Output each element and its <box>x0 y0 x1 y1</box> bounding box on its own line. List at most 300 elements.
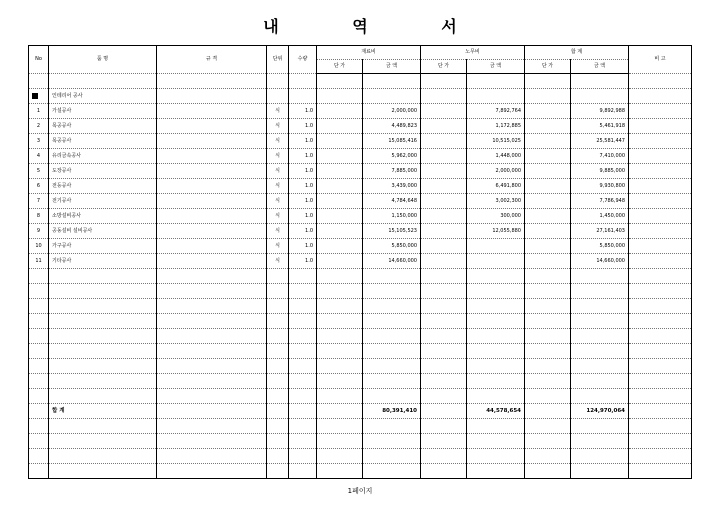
empty-row <box>29 389 692 404</box>
empty-cell <box>267 299 289 314</box>
row-spec <box>157 194 267 209</box>
empty-cell <box>267 374 289 389</box>
cost-breakdown-table <box>28 45 692 479</box>
row-name: 도장공사 <box>49 164 157 179</box>
empty-cell <box>289 74 317 89</box>
empty-cell <box>49 359 157 374</box>
header-total: 합 계 <box>525 46 629 60</box>
table-row <box>29 179 692 194</box>
empty-cell <box>267 74 289 89</box>
row-total-amount: 27,161,403 <box>571 224 629 239</box>
row-remark <box>629 164 692 179</box>
empty-cell <box>157 284 267 299</box>
empty-cell <box>571 389 629 404</box>
table-row <box>29 254 692 269</box>
empty-cell <box>289 344 317 359</box>
empty-cell <box>157 419 267 434</box>
row-total-amount: 9,892,988 <box>571 104 629 119</box>
row-qty: 1.0 <box>289 239 317 254</box>
empty-cell <box>571 344 629 359</box>
empty-row <box>29 434 692 449</box>
empty-cell <box>289 419 317 434</box>
row-spec <box>157 239 267 254</box>
empty-cell <box>629 344 692 359</box>
empty-cell <box>267 449 289 464</box>
empty-cell <box>289 434 317 449</box>
empty-cell <box>467 449 525 464</box>
empty-row <box>29 284 692 299</box>
empty-cell <box>525 314 571 329</box>
row-spec <box>157 179 267 194</box>
row-remark <box>629 209 692 224</box>
header-labor-amount: 금 액 <box>467 60 525 74</box>
row-total-unit-price <box>525 149 571 164</box>
empty-cell <box>421 374 467 389</box>
row-labor-amount: 300,000 <box>467 209 525 224</box>
empty-cell <box>525 404 571 419</box>
empty-cell <box>421 434 467 449</box>
empty-cell <box>525 359 571 374</box>
empty-cell <box>363 74 421 89</box>
empty-cell <box>571 74 629 89</box>
empty-cell <box>421 389 467 404</box>
empty-cell <box>363 449 421 464</box>
header-qty: 수량 <box>289 46 317 74</box>
header-total-amount: 금 액 <box>571 60 629 74</box>
table-row <box>29 149 692 164</box>
header-spec: 규 격 <box>157 46 267 74</box>
empty-cell <box>467 284 525 299</box>
row-labor-unit-price <box>421 254 467 269</box>
empty-cell <box>571 299 629 314</box>
row-labor-amount: 2,000,000 <box>467 164 525 179</box>
row-qty: 1.0 <box>289 224 317 239</box>
empty-cell <box>571 269 629 284</box>
header-unit: 단위 <box>267 46 289 74</box>
row-name: 가구공사 <box>49 239 157 254</box>
row-no: 4 <box>29 149 49 164</box>
row-total-unit-price <box>525 134 571 149</box>
row-no: 1 <box>29 104 49 119</box>
empty-cell <box>525 389 571 404</box>
row-no: 7 <box>29 194 49 209</box>
empty-cell <box>629 269 692 284</box>
section-row <box>29 89 692 104</box>
empty-cell <box>289 329 317 344</box>
row-spec <box>157 164 267 179</box>
row-material-amount: 15,105,523 <box>363 224 421 239</box>
empty-cell <box>467 314 525 329</box>
empty-cell <box>525 434 571 449</box>
row-total-unit-price <box>525 209 571 224</box>
empty-cell <box>317 74 363 89</box>
empty-cell <box>157 389 267 404</box>
empty-cell <box>29 314 49 329</box>
empty-cell <box>317 329 363 344</box>
empty-cell <box>421 329 467 344</box>
row-name: 가설공사 <box>49 104 157 119</box>
empty-cell <box>29 404 49 419</box>
row-unit: 식 <box>267 119 289 134</box>
empty-cell <box>317 359 363 374</box>
empty-cell <box>157 299 267 314</box>
row-material-unit-price <box>317 224 363 239</box>
empty-cell <box>289 449 317 464</box>
empty-cell <box>571 314 629 329</box>
empty-cell <box>421 464 467 479</box>
row-spec <box>157 134 267 149</box>
empty-cell <box>49 449 157 464</box>
empty-cell <box>525 344 571 359</box>
row-qty: 1.0 <box>289 104 317 119</box>
empty-cell <box>629 74 692 89</box>
empty-cell <box>49 284 157 299</box>
row-qty: 1.0 <box>289 179 317 194</box>
total-material-amount: 80,391,410 <box>363 404 421 419</box>
empty-row <box>29 74 692 89</box>
row-labor-amount: 3,002,300 <box>467 194 525 209</box>
empty-cell <box>421 74 467 89</box>
row-no: 10 <box>29 239 49 254</box>
empty-cell <box>29 344 49 359</box>
row-name: 기타공사 <box>49 254 157 269</box>
row-spec <box>157 104 267 119</box>
empty-cell <box>421 404 467 419</box>
empty-cell <box>421 89 467 104</box>
row-remark <box>629 224 692 239</box>
page-number: 1페이지 <box>347 487 373 495</box>
empty-row <box>29 449 692 464</box>
table-row <box>29 239 692 254</box>
empty-cell <box>29 374 49 389</box>
empty-cell <box>289 89 317 104</box>
row-labor-amount: 1,448,000 <box>467 149 525 164</box>
total-total-amount: 124,970,064 <box>571 404 629 419</box>
empty-cell <box>525 299 571 314</box>
row-name: 전기공사 <box>49 194 157 209</box>
empty-cell <box>467 269 525 284</box>
empty-cell <box>363 89 421 104</box>
empty-cell <box>267 344 289 359</box>
row-no: 3 <box>29 134 49 149</box>
empty-cell <box>363 359 421 374</box>
empty-cell <box>629 374 692 389</box>
empty-row <box>29 344 692 359</box>
row-remark <box>629 254 692 269</box>
row-material-amount: 4,784,648 <box>363 194 421 209</box>
empty-cell <box>157 359 267 374</box>
empty-cell <box>363 389 421 404</box>
empty-cell <box>525 449 571 464</box>
empty-cell <box>317 419 363 434</box>
empty-cell <box>267 359 289 374</box>
row-name: 유리금속공사 <box>49 149 157 164</box>
row-total-unit-price <box>525 224 571 239</box>
empty-cell <box>317 449 363 464</box>
square-bullet-icon <box>32 93 38 99</box>
row-unit: 식 <box>267 149 289 164</box>
row-no: 5 <box>29 164 49 179</box>
row-labor-unit-price <box>421 179 467 194</box>
row-qty: 1.0 <box>289 134 317 149</box>
row-unit: 식 <box>267 239 289 254</box>
empty-row <box>29 359 692 374</box>
header-row-1 <box>29 46 692 60</box>
row-material-amount: 2,000,000 <box>363 104 421 119</box>
empty-cell <box>267 314 289 329</box>
empty-cell <box>267 89 289 104</box>
empty-cell <box>267 434 289 449</box>
empty-cell <box>421 359 467 374</box>
empty-cell <box>289 374 317 389</box>
empty-cell <box>157 464 267 479</box>
row-material-unit-price <box>317 239 363 254</box>
empty-cell <box>629 299 692 314</box>
empty-cell <box>571 329 629 344</box>
row-remark <box>629 194 692 209</box>
row-labor-amount: 12,055,880 <box>467 224 525 239</box>
empty-cell <box>571 374 629 389</box>
empty-cell <box>29 299 49 314</box>
row-name: 목공공사 <box>49 119 157 134</box>
empty-cell <box>629 449 692 464</box>
empty-cell <box>49 329 157 344</box>
row-unit: 식 <box>267 104 289 119</box>
row-remark <box>629 179 692 194</box>
total-label: 합 계 <box>49 404 157 419</box>
empty-cell <box>49 464 157 479</box>
empty-cell <box>467 464 525 479</box>
empty-cell <box>525 284 571 299</box>
row-labor-unit-price <box>421 239 467 254</box>
empty-cell <box>157 329 267 344</box>
empty-cell <box>363 434 421 449</box>
row-remark <box>629 134 692 149</box>
table-row <box>29 134 692 149</box>
row-labor-amount: 7,892,764 <box>467 104 525 119</box>
empty-cell <box>571 419 629 434</box>
empty-cell <box>421 419 467 434</box>
empty-cell <box>363 269 421 284</box>
row-labor-unit-price <box>421 104 467 119</box>
row-spec <box>157 254 267 269</box>
empty-cell <box>157 434 267 449</box>
row-labor-amount <box>467 254 525 269</box>
empty-cell <box>525 89 571 104</box>
row-total-unit-price <box>525 119 571 134</box>
header-no: No <box>29 46 49 74</box>
row-unit: 식 <box>267 134 289 149</box>
empty-cell <box>467 374 525 389</box>
empty-row <box>29 269 692 284</box>
empty-cell <box>29 269 49 284</box>
row-remark <box>629 239 692 254</box>
row-total-amount: 7,410,000 <box>571 149 629 164</box>
empty-cell <box>629 419 692 434</box>
empty-cell <box>29 464 49 479</box>
empty-cell <box>363 314 421 329</box>
row-labor-unit-price <box>421 164 467 179</box>
header-material-unit-price: 단 가 <box>317 60 363 74</box>
empty-cell <box>317 89 363 104</box>
row-qty: 1.0 <box>289 119 317 134</box>
row-material-unit-price <box>317 194 363 209</box>
empty-cell <box>571 434 629 449</box>
empty-cell <box>467 389 525 404</box>
row-total-amount: 14,660,000 <box>571 254 629 269</box>
row-no: 6 <box>29 179 49 194</box>
row-qty: 1.0 <box>289 164 317 179</box>
empty-cell <box>363 329 421 344</box>
empty-cell <box>29 359 49 374</box>
empty-cell <box>157 269 267 284</box>
empty-cell <box>421 449 467 464</box>
empty-row <box>29 464 692 479</box>
row-labor-unit-price <box>421 209 467 224</box>
empty-cell <box>629 359 692 374</box>
header-labor: 노무비 <box>421 46 525 60</box>
empty-cell <box>289 404 317 419</box>
section-marker <box>29 89 49 104</box>
empty-cell <box>629 284 692 299</box>
row-material-amount: 14,660,000 <box>363 254 421 269</box>
row-unit: 식 <box>267 224 289 239</box>
empty-cell <box>525 74 571 89</box>
empty-cell <box>363 464 421 479</box>
empty-cell <box>267 284 289 299</box>
empty-cell <box>289 284 317 299</box>
row-name: 전등공사 <box>49 179 157 194</box>
empty-cell <box>289 269 317 284</box>
empty-cell <box>467 434 525 449</box>
row-total-amount: 5,461,918 <box>571 119 629 134</box>
empty-cell <box>49 344 157 359</box>
empty-cell <box>317 374 363 389</box>
row-labor-unit-price <box>421 134 467 149</box>
row-unit: 식 <box>267 209 289 224</box>
empty-cell <box>629 314 692 329</box>
table-row <box>29 194 692 209</box>
empty-cell <box>467 329 525 344</box>
empty-cell <box>421 344 467 359</box>
empty-cell <box>317 434 363 449</box>
empty-cell <box>629 434 692 449</box>
row-material-unit-price <box>317 134 363 149</box>
row-name: 공동설비 설비공사 <box>49 224 157 239</box>
empty-cell <box>421 284 467 299</box>
empty-cell <box>29 389 49 404</box>
empty-cell <box>49 269 157 284</box>
row-qty: 1.0 <box>289 254 317 269</box>
empty-cell <box>525 374 571 389</box>
row-total-unit-price <box>525 179 571 194</box>
table-row <box>29 209 692 224</box>
empty-cell <box>467 359 525 374</box>
empty-cell <box>317 314 363 329</box>
empty-cell <box>267 419 289 434</box>
empty-cell <box>49 74 157 89</box>
table-row <box>29 119 692 134</box>
row-name: 소방설비공사 <box>49 209 157 224</box>
empty-cell <box>363 374 421 389</box>
row-total-unit-price <box>525 104 571 119</box>
empty-row <box>29 374 692 389</box>
empty-cell <box>571 464 629 479</box>
empty-cell <box>525 269 571 284</box>
empty-cell <box>317 404 363 419</box>
row-total-amount: 25,581,447 <box>571 134 629 149</box>
empty-cell <box>571 89 629 104</box>
header-name: 품 명 <box>49 46 157 74</box>
empty-row <box>29 314 692 329</box>
row-total-amount: 9,930,800 <box>571 179 629 194</box>
row-material-unit-price <box>317 164 363 179</box>
row-labor-amount <box>467 239 525 254</box>
empty-cell <box>49 389 157 404</box>
table-body <box>29 74 692 479</box>
row-qty: 1.0 <box>289 149 317 164</box>
row-no: 11 <box>29 254 49 269</box>
row-spec <box>157 149 267 164</box>
empty-cell <box>571 449 629 464</box>
row-remark <box>629 119 692 134</box>
row-total-unit-price <box>525 239 571 254</box>
empty-cell <box>467 299 525 314</box>
empty-cell <box>629 389 692 404</box>
empty-cell <box>363 299 421 314</box>
empty-cell <box>289 464 317 479</box>
empty-cell <box>525 419 571 434</box>
row-labor-unit-price <box>421 119 467 134</box>
row-total-amount: 7,786,948 <box>571 194 629 209</box>
empty-cell <box>157 449 267 464</box>
row-total-amount: 5,850,000 <box>571 239 629 254</box>
row-material-amount: 5,850,000 <box>363 239 421 254</box>
empty-cell <box>467 419 525 434</box>
row-total-amount: 9,885,000 <box>571 164 629 179</box>
row-material-unit-price <box>317 254 363 269</box>
row-material-amount: 4,489,823 <box>363 119 421 134</box>
row-unit: 식 <box>267 194 289 209</box>
row-unit: 식 <box>267 164 289 179</box>
row-remark <box>629 149 692 164</box>
empty-cell <box>525 329 571 344</box>
row-labor-amount: 10,515,025 <box>467 134 525 149</box>
empty-cell <box>571 284 629 299</box>
header-material: 재료비 <box>317 46 421 60</box>
row-name: 목공공사 <box>49 134 157 149</box>
empty-cell <box>421 299 467 314</box>
row-no: 9 <box>29 224 49 239</box>
empty-cell <box>363 419 421 434</box>
table-row <box>29 104 692 119</box>
empty-cell <box>157 344 267 359</box>
empty-cell <box>317 284 363 299</box>
row-labor-unit-price <box>421 224 467 239</box>
empty-cell <box>629 464 692 479</box>
empty-cell <box>363 344 421 359</box>
empty-cell <box>29 74 49 89</box>
empty-cell <box>157 89 267 104</box>
row-total-unit-price <box>525 254 571 269</box>
row-total-unit-price <box>525 194 571 209</box>
empty-cell <box>421 269 467 284</box>
empty-cell <box>157 74 267 89</box>
section-title: 인테리어 공사 <box>49 89 157 104</box>
header-labor-unit-price: 단 가 <box>421 60 467 74</box>
empty-cell <box>267 464 289 479</box>
row-no: 2 <box>29 119 49 134</box>
